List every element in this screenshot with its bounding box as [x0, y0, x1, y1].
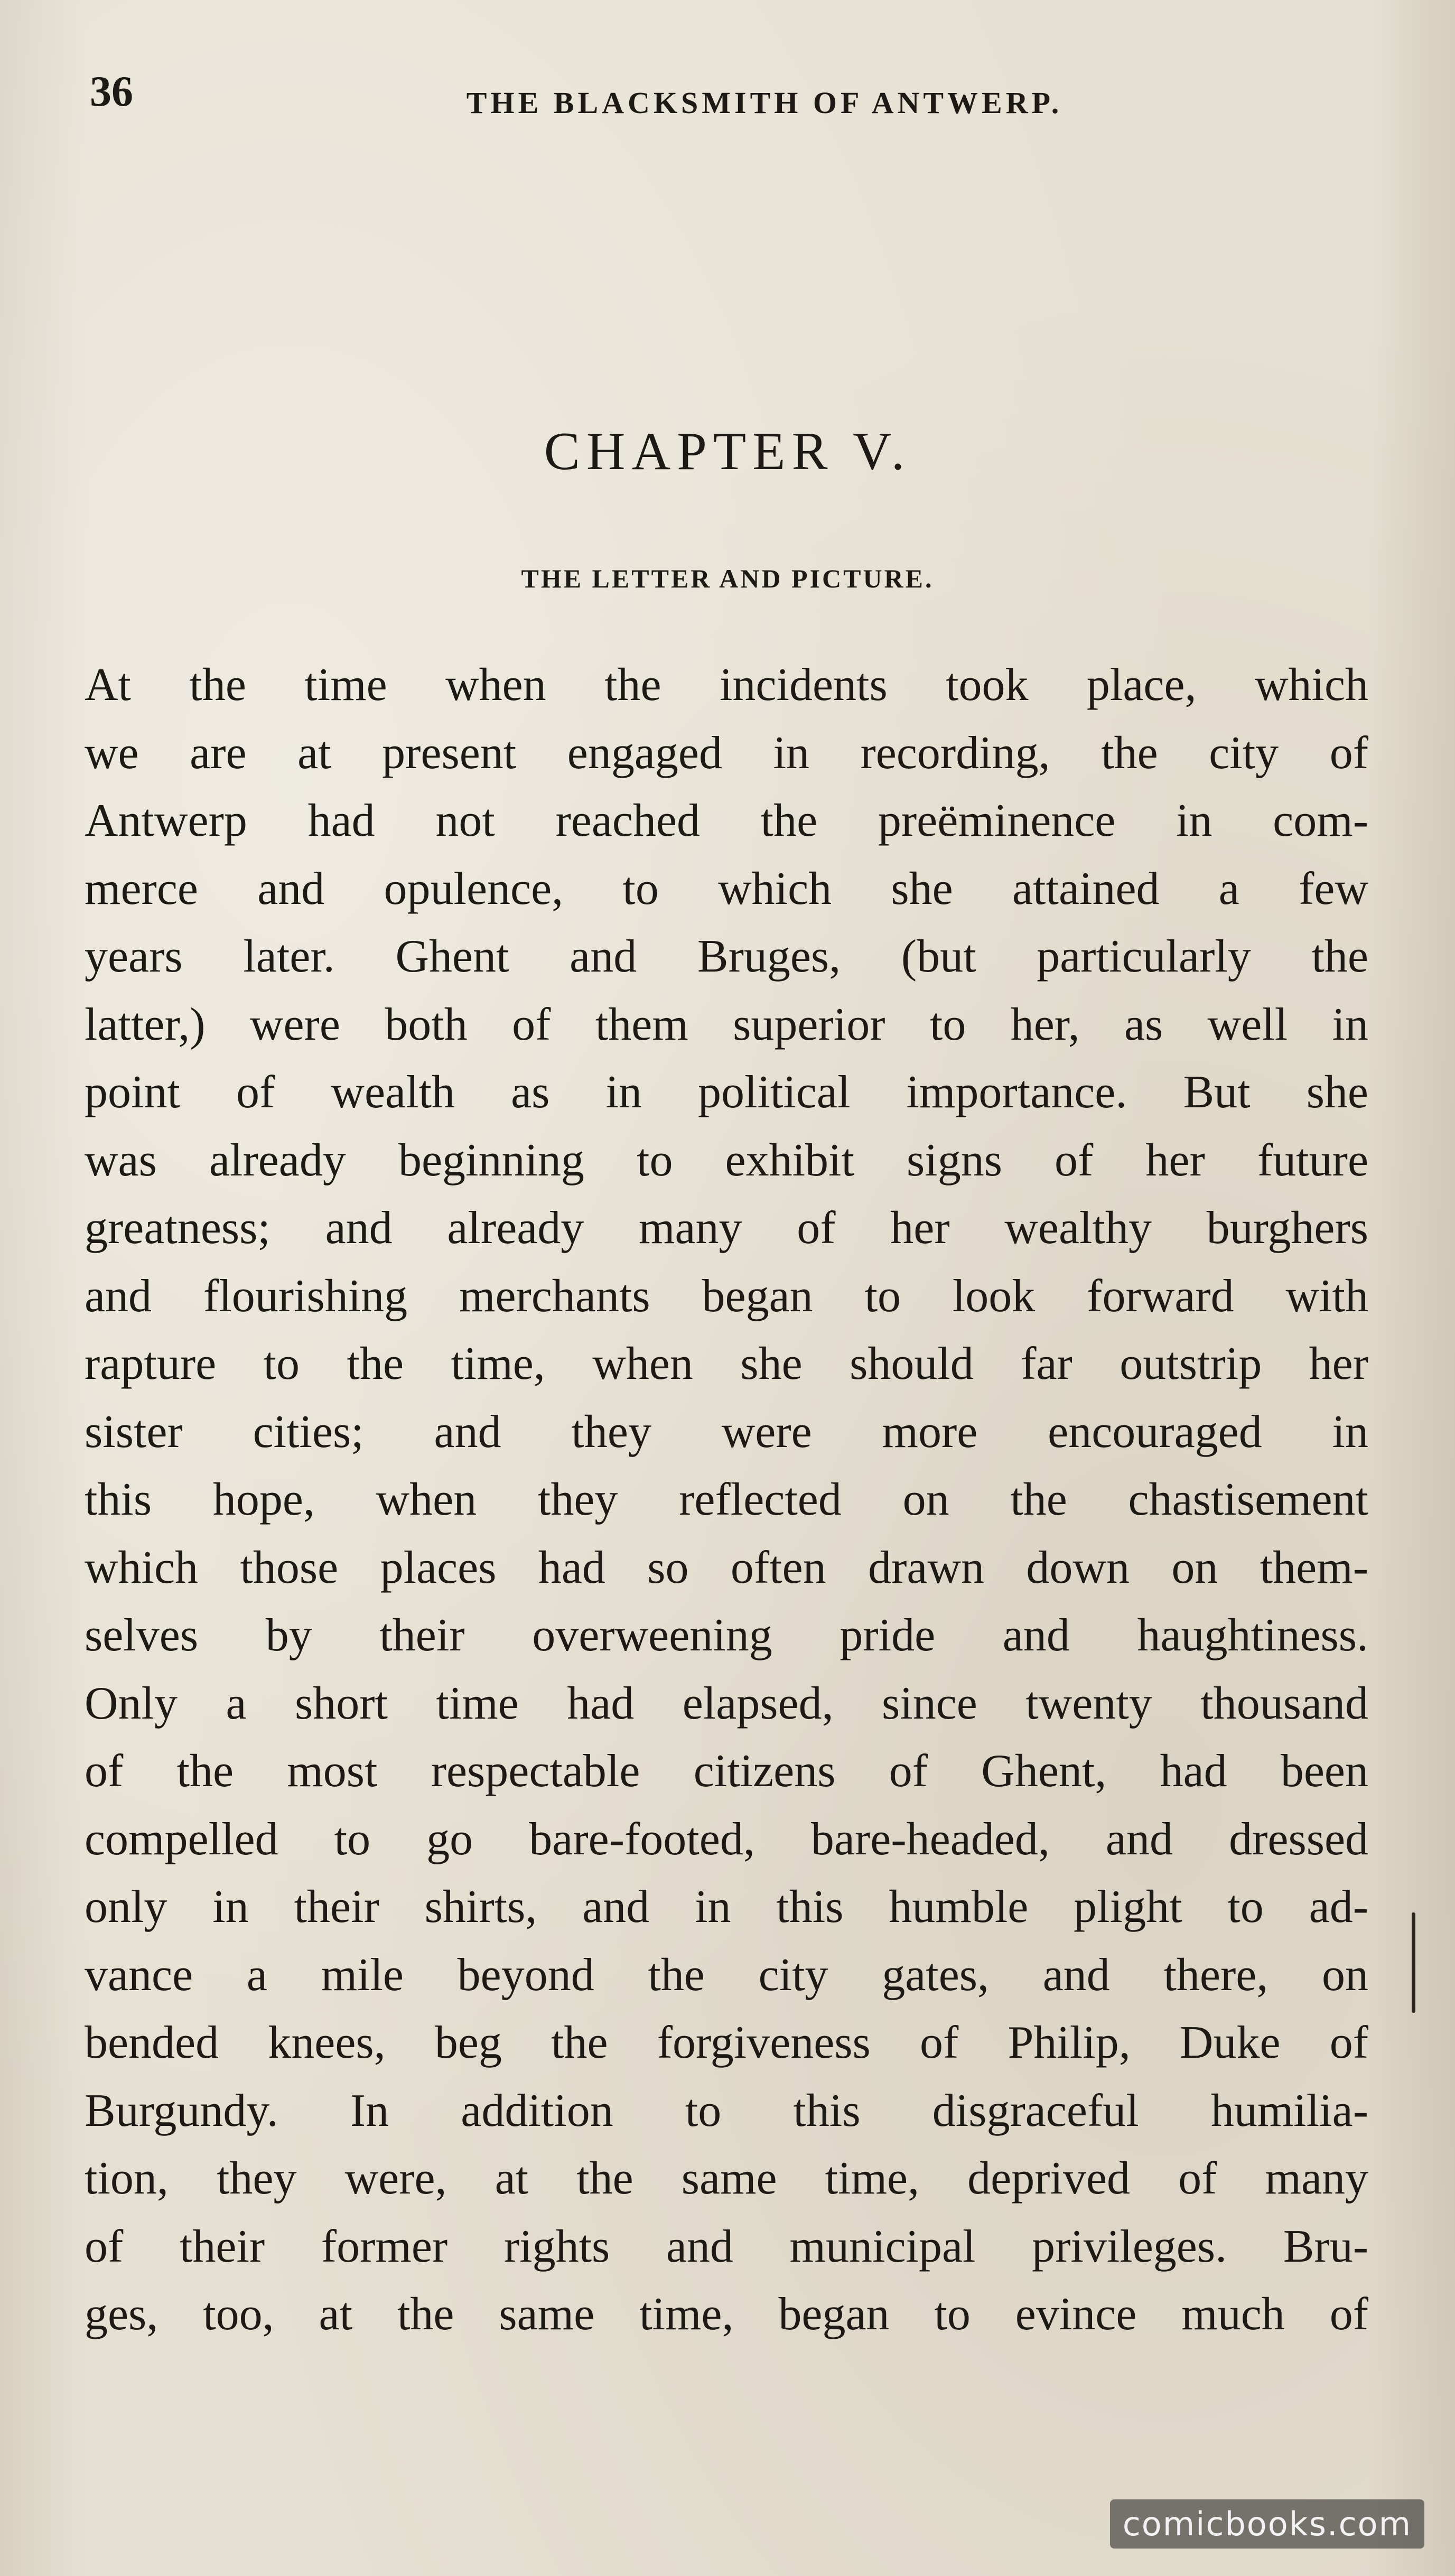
text-line: compelled to go bare-footed, bare-headed, and dressed — [85, 1813, 1368, 1865]
chapter-heading: CHAPTER V. — [544, 422, 911, 481]
chapter-subtitle: THE LETTER AND PICTURE. — [521, 564, 934, 593]
text-line: ges, too, at the same time, began to evince much of — [85, 2289, 1368, 2340]
text-line: Antwerp had not reached the preëminence in com- — [85, 795, 1368, 846]
text-line: bended knees, beg the forgiveness of Philip, Duke of — [85, 2017, 1368, 2068]
margin-mark — [1412, 1912, 1415, 2013]
book-title: THE BLACKSMITH OF ANTWERP. — [466, 86, 1063, 120]
text-line: which those places had so often drawn down on them- — [85, 1542, 1368, 1593]
text-line: Only a short time had elapsed, since twenty thousand — [85, 1677, 1368, 1729]
text-line: greatness; and already many of her wealthy burghers — [85, 1202, 1368, 1254]
text-line: of the most respectable citizens of Ghent, had been — [85, 1746, 1368, 1797]
text-line: Burgundy. In addition to this disgraceful humilia- — [85, 2085, 1368, 2136]
text-line: merce and opulence, to which she attained a few — [85, 863, 1368, 914]
text-line: was already beginning to exhibit signs of her future — [85, 1134, 1368, 1186]
text-line: At the time when the incidents took place, which — [85, 659, 1368, 711]
body-text — [85, 651, 1368, 2349]
text-line: and flourishing merchants began to look forward with — [85, 1270, 1368, 1322]
text-line: this hope, when they reflected on the chastisement — [85, 1474, 1368, 1525]
text-line: we are at present engaged in recording, the city of — [85, 727, 1368, 779]
text-line: sister cities; and they were more encouraged in — [85, 1406, 1368, 1458]
watermark: comicbooks.com — [1110, 2499, 1424, 2549]
text-line: latter,) were both of them superior to her, as well in — [85, 998, 1368, 1050]
text-line: of their former rights and municipal privileges. Bru- — [85, 2220, 1368, 2272]
text-line: point of wealth as in political importance. But she — [85, 1067, 1368, 1118]
text-line: rapture to the time, when she should far outstrip her — [85, 1338, 1368, 1389]
page-number: 36 — [90, 67, 133, 115]
text-line: only in their shirts, and in this humble plight to ad- — [85, 1881, 1368, 1933]
text-line: selves by their overweening pride and haughtiness. — [85, 1610, 1368, 1661]
text-line: years later. Ghent and Bruges, (but particularly the — [85, 931, 1368, 982]
text-line: vance a mile beyond the city gates, and there, on — [85, 1949, 1368, 2001]
running-head — [85, 62, 1370, 120]
text-line: tion, they were, at the same time, deprived of many — [85, 2153, 1368, 2204]
